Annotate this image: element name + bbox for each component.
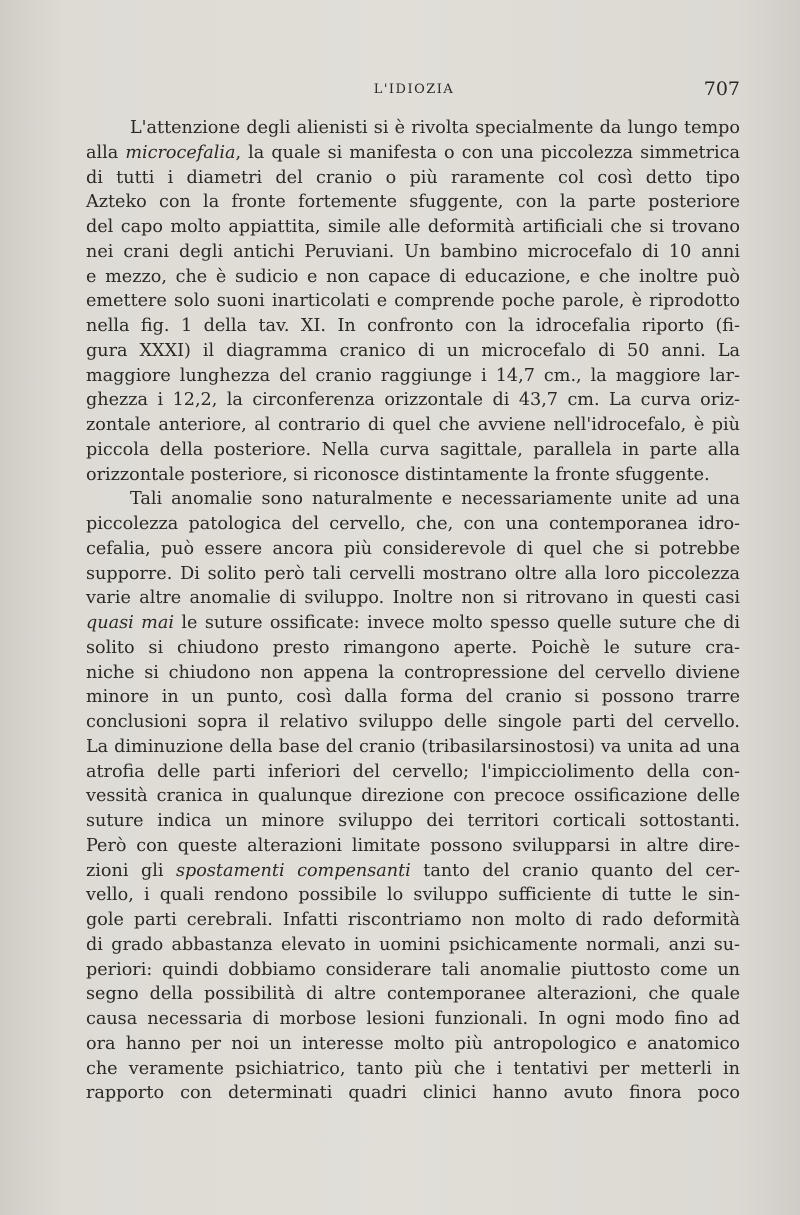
running-title: L'IDIOZIA [373, 82, 455, 97]
text-line [86, 883, 740, 908]
text-line [86, 784, 740, 809]
text-line [86, 982, 740, 1007]
text-segment: rapporto con determinati quadri clinici hanno avuto finora poco [86, 1083, 740, 1104]
text-line [86, 438, 740, 463]
text-line [86, 364, 740, 389]
text-segment: Però con queste alterazioni limitate possono svilupparsi in altre dire- [86, 835, 740, 856]
text-segment: Tali anomalie sono naturalmente e necessariamente unite ad una [130, 489, 740, 510]
text-segment: emettere solo suoni inarticolati e comprende poche parole, è riprodotto [86, 291, 740, 312]
text-line [86, 215, 740, 240]
text-line [86, 537, 740, 562]
text-line [86, 289, 740, 314]
text-line [86, 141, 740, 166]
paragraph [86, 116, 740, 487]
text-line [86, 834, 740, 859]
text-line [86, 1057, 740, 1082]
italic-text: quasi mai [86, 613, 174, 633]
text-segment: zioni gli [86, 860, 176, 881]
paragraph [86, 487, 740, 1106]
text-segment: periori: quindi dobbiamo considerare tali anomalie piuttosto come un [86, 959, 740, 980]
text-segment: piccolezza patologica del cervello, che, con una contemporanea idro- [86, 514, 740, 534]
text-segment: suture indica un minore sviluppo dei territori corticali sottostanti. [86, 811, 740, 831]
text-line [86, 116, 740, 141]
text-line [86, 562, 740, 587]
text-line [86, 908, 740, 933]
text-line [86, 240, 740, 265]
body-text [86, 116, 740, 1106]
text-segment: di tutti i diametri del cranio o più raramente col così detto tipo [86, 167, 740, 188]
text-segment: gura XXXI) il diagramma cranico di un microcefalo di 50 anni. La [86, 340, 740, 361]
text-line [86, 413, 740, 438]
text-line [86, 487, 740, 512]
text-line [86, 685, 740, 710]
page-header [88, 78, 740, 104]
text-segment: segno della possibilità di altre contemporanee alterazioni, che quale [86, 984, 740, 1005]
text-line [86, 809, 740, 834]
text-segment: La diminuzione della base del cranio (tribasilarsinostosi) va unita ad una [86, 736, 740, 757]
text-segment: L'attenzione degli alienisti si è rivolta specialmente da lungo tempo [130, 118, 740, 138]
text-segment: piccola della posteriore. Nella curva sagittale, parallela in parte alla [86, 439, 740, 460]
italic-text: microcefalia [125, 142, 236, 163]
text-segment: conclusioni sopra il relativo sviluppo delle singole parti del cervello. [86, 712, 740, 732]
text-segment: nei crani degli antichi Peruviani. Un bambino microcefalo di 10 anni [86, 241, 740, 262]
text-segment: e mezzo, che è sudicio e non capace di educazione, e che inoltre può [86, 266, 740, 287]
text-line [86, 463, 740, 488]
text-segment: ora hanno per noi un interesse molto più antropologico e anatomico [86, 1033, 740, 1054]
text-segment: ghezza i 12,2, la circonferenza orizzontale di 43,7 cm. La curva oriz- [86, 390, 740, 411]
text-line [86, 611, 740, 636]
page-number: 707 [703, 78, 740, 100]
text-line [86, 166, 740, 191]
text-line [86, 1032, 740, 1057]
text-line [86, 388, 740, 413]
text-segment: le suture ossificate: invece molto spesso quelle suture che di [173, 613, 740, 633]
text-segment: varie altre anomalie di sviluppo. Inoltre non si ritrovano in questi casi [86, 588, 740, 609]
text-segment: maggiore lunghezza del cranio raggiunge i 14,7 cm., la maggiore lar- [86, 365, 740, 386]
text-segment: del capo molto appiattita, simile alle deformità artificiali che si trovano [86, 217, 740, 237]
text-line [86, 933, 740, 958]
text-segment: supporre. Di solito però tali cervelli mostrano oltre alla loro piccolezza [86, 563, 740, 584]
text-segment: vello, i quali rendono possibile lo sviluppo sufficiente di tutte le sin- [86, 885, 740, 906]
text-segment: vessità cranica in qualunque direzione con precoce ossificazione delle [86, 786, 740, 807]
text-line [86, 760, 740, 785]
text-segment: di grado abbastanza elevato in uomini psichicamente normali, anzi su- [86, 934, 740, 955]
text-segment: cefalia, può essere ancora più considerevole di quel che si potrebbe [86, 538, 740, 559]
text-segment: solito si chiudono presto rimangono aperte. Poichè le suture cra- [86, 637, 740, 658]
text-segment: causa necessaria di morbose lesioni funzionali. In ogni modo fino ad [86, 1009, 740, 1029]
text-line [86, 636, 740, 661]
text-line [86, 859, 740, 884]
italic-text: spostamenti compensanti [175, 860, 411, 881]
text-line [86, 958, 740, 983]
text-line [86, 512, 740, 537]
text-line [86, 339, 740, 364]
text-line [86, 190, 740, 215]
text-line [86, 314, 740, 339]
text-line [86, 710, 740, 735]
text-segment: , la quale si manifesta o con una piccolezza simmetrica [235, 142, 740, 163]
text-segment: atrofia delle parti inferiori del cervello; l'impicciolimento della con- [86, 761, 740, 782]
text-segment: alla [86, 142, 126, 163]
text-line [86, 1081, 740, 1106]
text-segment: zontale anteriore, al contrario di quel che avviene nell'idrocefalo, è più [86, 415, 740, 435]
text-segment: Azteko con la fronte fortemente sfuggente, con la parte posteriore [86, 192, 740, 213]
text-segment: nella fig. 1 della tav. XI. In confronto con la idrocefalia riporto (fi- [86, 316, 740, 336]
text-segment: tanto del cranio quanto del cer- [410, 860, 740, 881]
text-segment: orizzontale posteriore, si riconosce distintamente la fronte sfuggente. [86, 464, 710, 485]
text-line [86, 661, 740, 686]
text-segment: minore in un punto, così dalla forma del cranio si possono trarre [86, 687, 740, 708]
text-segment: che veramente psichiatrico, tanto più che i tentativi per metterli in [86, 1058, 740, 1079]
text-segment: niche si chiudono non appena la contropressione del cervello diviene [86, 662, 740, 683]
text-line [86, 265, 740, 290]
text-segment: gole parti cerebrali. Infatti riscontriamo non molto di rado deformità [86, 910, 740, 930]
text-line [86, 1007, 740, 1032]
text-line [86, 735, 740, 760]
text-line [86, 586, 740, 611]
